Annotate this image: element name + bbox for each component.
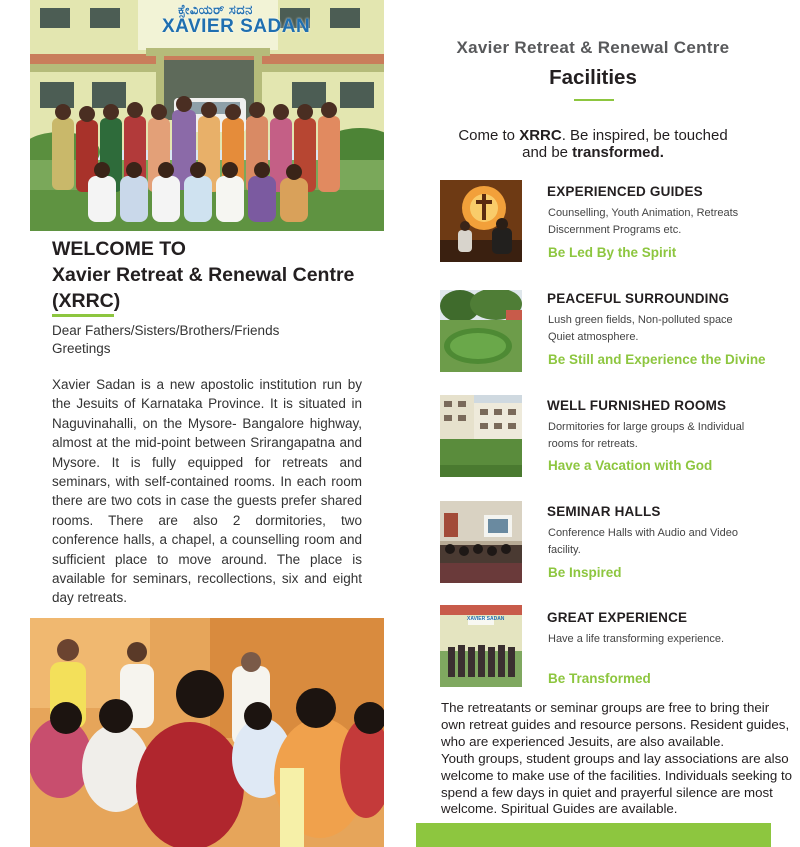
facility-desc-rooms: Dormitories for large groups & Individual rooms for retreats. xyxy=(548,421,745,450)
facility-thumb-rooms xyxy=(440,395,522,477)
tagline-line-1: Come to XRRC. Be inspired, be touched xyxy=(458,127,728,144)
tagline xyxy=(413,127,773,161)
facility-slogan-experience: Be Transformed xyxy=(548,671,651,686)
facility-heading-experience: GREAT EXPERIENCE xyxy=(547,610,688,625)
facility-heading-guides: EXPERIENCED GUIDES xyxy=(547,184,703,199)
welcome-heading xyxy=(52,236,392,314)
facility-thumb-surrounding xyxy=(440,290,522,372)
facility-thumb-guides xyxy=(440,180,522,262)
tagline-line-2: and be transformed. xyxy=(522,144,664,161)
facilities-underline xyxy=(574,99,614,101)
facility-desc-surrounding: Lush green fields, Non-polluted space Quiet atmosphere. xyxy=(548,314,733,343)
facility-slogan-seminar: Be Inspired xyxy=(548,565,622,580)
retreat-session-photo xyxy=(30,618,384,847)
welcome-line-2: Xavier Retreat & Renewal Centre xyxy=(52,264,355,286)
centre-name: Xavier Retreat & Renewal Centre xyxy=(456,38,730,57)
closing-paragraph-1: The retreatants or seminar groups are free to bring their own retreat guides and resource persons. Resident guides, who are experienced Jesuits, are also available. xyxy=(441,700,790,749)
welcome-line-3: (XRRC) xyxy=(52,290,121,312)
welcome-line-1: WELCOME TO xyxy=(52,238,186,260)
facility-thumb-seminar xyxy=(440,501,522,583)
intro-paragraph: Xavier Sadan is a new apostolic institution run by the Jesuits of Karnataka Province. It is situated in Naguvinahalli, on the Mysore- Bangalore highway, almost at the mid-point between Srirangapatna and Mysore. It is fully equipped for retreats and seminars, with self-contained rooms. In each room there are two cots in case the guests prefer shared rooms. There are also 2 dormitories, two conference halls, a chapel, a counselling room and sufficient place to move around. The place is available for seminars, recollections, six and eight day retreats. xyxy=(52,377,362,606)
facility-desc-seminar: Conference Halls with Audio and Video facility. xyxy=(548,527,738,556)
facility-desc-experience: Have a life transforming experience. xyxy=(548,633,725,645)
facility-slogan-guides: Be Led By the Spirit xyxy=(548,245,677,260)
building-sign-kannada: ಕ್ಸೇವಿಯರ್ ಸದನ xyxy=(178,2,253,17)
facility-heading-surrounding: PEACEFUL SURROUNDING xyxy=(547,291,730,306)
salutation xyxy=(52,322,279,358)
facility-heading-rooms: WELL FURNISHED ROOMS xyxy=(547,398,727,413)
closing-paragraph-2: Youth groups, student groups and lay associations are also welcome to make use of the facilities. Individuals seeking to spend a few days in quiet and prayerful silence are most welcome. Spiritual Guides are available. xyxy=(441,750,793,817)
facility-slogan-rooms: Have a Vacation with God xyxy=(548,458,713,473)
thumb-building-sign: XAVIER SADAN xyxy=(467,616,505,622)
facility-heading-seminar: SEMINAR HALLS xyxy=(547,504,661,519)
footer-green-bar xyxy=(416,823,771,847)
facility-thumb-experience xyxy=(440,605,522,687)
facility-desc-guides: Counselling, Youth Animation, Retreats Discernment Programs etc. xyxy=(548,207,739,236)
salutation-line-1: Dear Fathers/Sisters/Brothers/Friends xyxy=(52,323,280,338)
building-sign-english: XAVIER SADAN xyxy=(162,16,311,37)
welcome-underline xyxy=(52,314,114,317)
salutation-line-2: Greetings xyxy=(52,341,111,356)
facility-slogan-surrounding: Be Still and Experience the Divine xyxy=(548,352,766,367)
xavier-sadan-group-photo xyxy=(30,0,384,231)
closing-text xyxy=(441,700,793,818)
facilities-title: Facilities xyxy=(549,66,637,89)
